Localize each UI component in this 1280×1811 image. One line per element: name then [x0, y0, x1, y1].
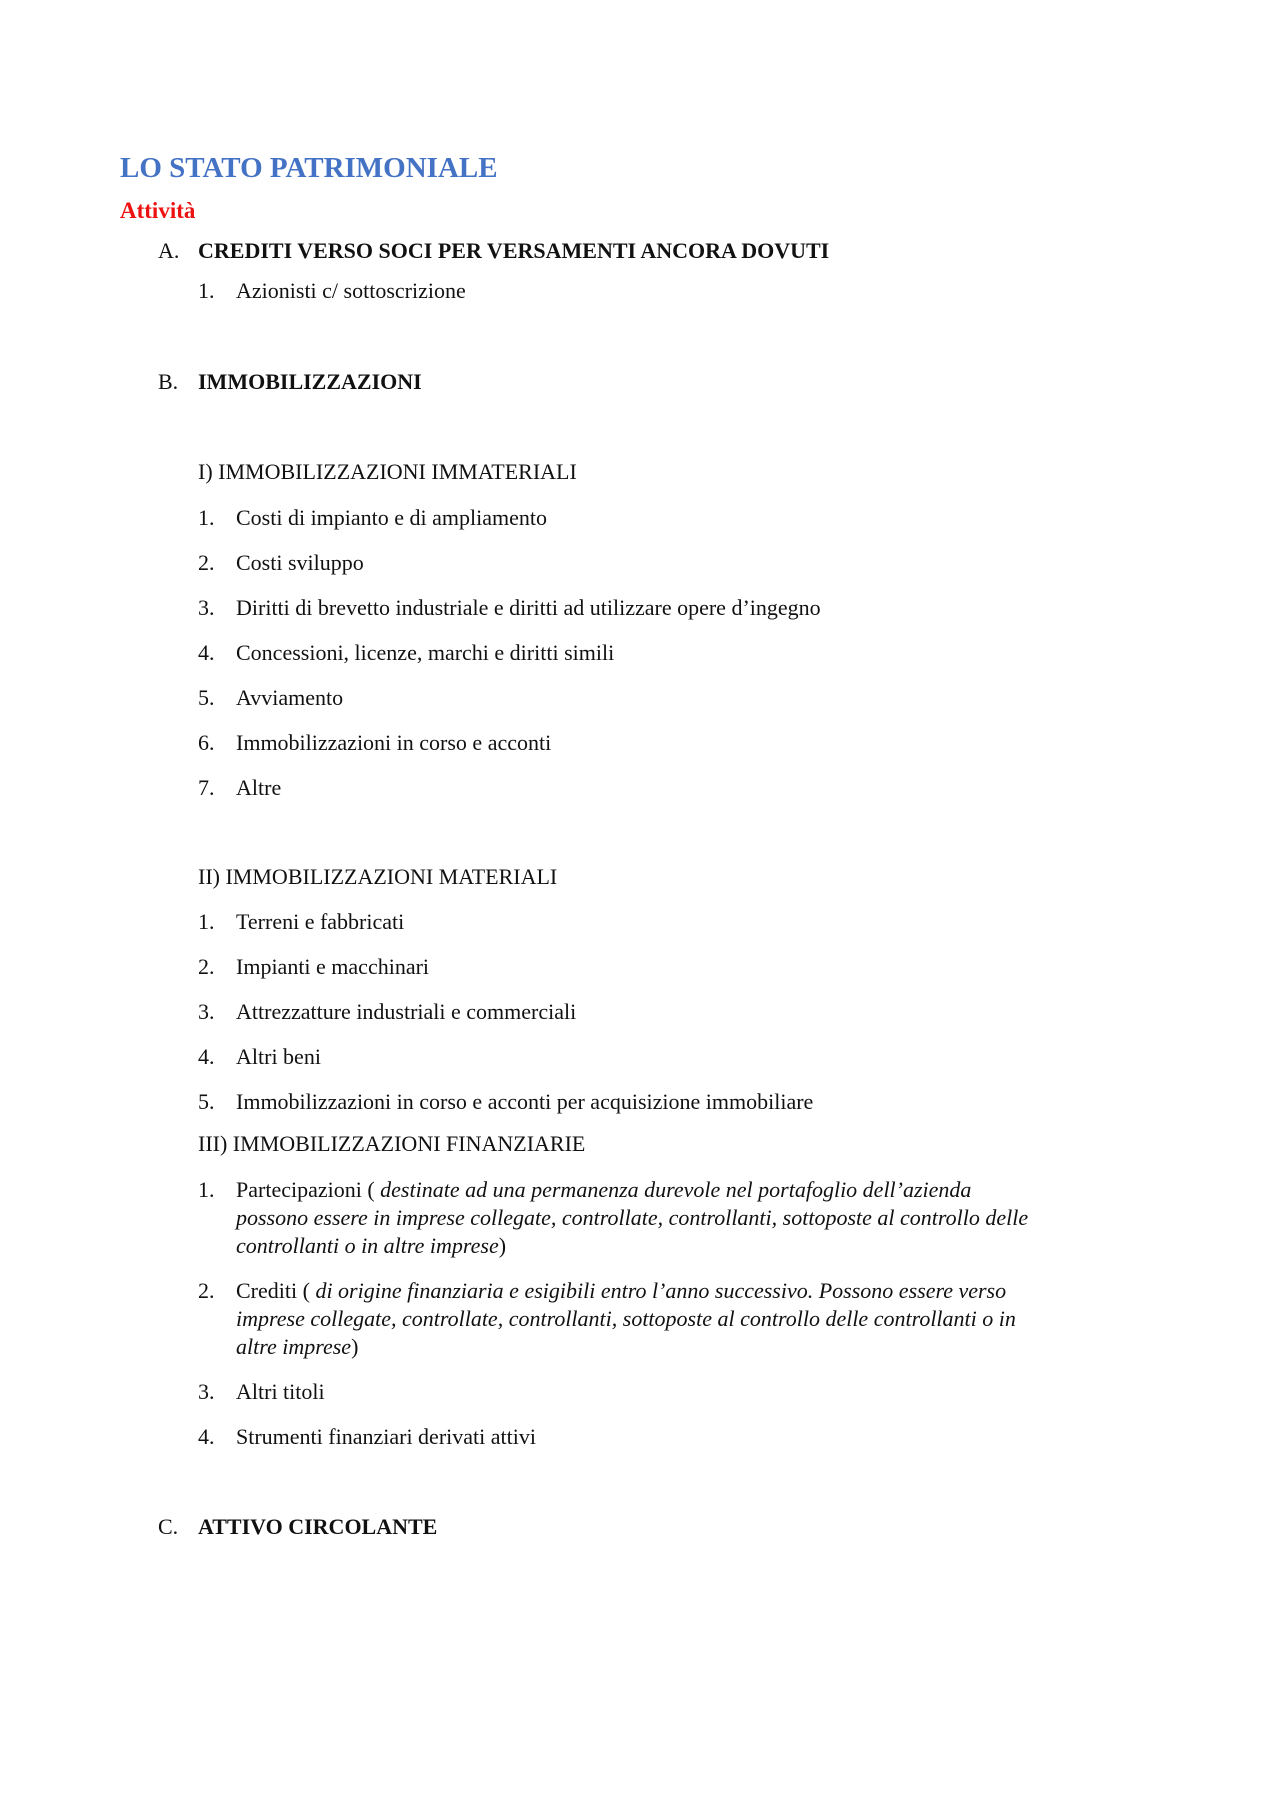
item-number: 2.	[198, 954, 215, 979]
list-item	[198, 684, 1160, 712]
item-number: 3.	[198, 595, 215, 620]
list-item	[198, 549, 1160, 577]
page-title: LO STATO PATRIMONIALE	[120, 152, 498, 184]
item-text: Concessioni, licenze, marchi e diritti simili	[236, 640, 615, 665]
item-number: 1.	[198, 909, 215, 934]
item-text: Partecipazioni (	[236, 1177, 375, 1202]
list-item	[198, 1176, 1040, 1260]
section-a-list	[120, 277, 1160, 305]
list-item	[198, 998, 1160, 1026]
item-number: 6.	[198, 730, 215, 755]
section-a-heading	[120, 236, 1160, 266]
list-item	[198, 504, 1160, 532]
item-number: 1.	[198, 278, 215, 303]
item-note: di origine finanziaria e esigibili entro l’anno successivo. Possono essere verso imprese collegate, controllate, controllanti, sottoposte al controllo delle controllanti o in altre imprese	[236, 1278, 1016, 1359]
item-text: Azionisti c/ sottoscrizione	[236, 278, 466, 303]
item-text: Diritti di brevetto industriale e diritti ad utilizzare opere d’ingegno	[236, 595, 821, 620]
item-text: Altre	[236, 775, 282, 800]
section-c-letter: C.	[158, 1514, 179, 1539]
list-item	[198, 729, 1160, 757]
item-close: )	[498, 1233, 507, 1258]
item-note: destinate ad una permanenza durevole nel portafoglio dell’azienda possono essere in imprese collegate, controllate, controllanti, sottoposte al controllo delle controllanti o in altre imprese	[236, 1177, 1029, 1258]
item-text: Immobilizzazioni in corso e acconti per acquisizione immobiliare	[236, 1089, 814, 1114]
item-number: 7.	[198, 775, 215, 800]
group-materiali-list	[120, 908, 1160, 1116]
item-number: 2.	[198, 550, 215, 575]
item-number: 3.	[198, 1379, 215, 1404]
list-item	[198, 1378, 1040, 1406]
item-text: Immobilizzazioni in corso e acconti	[236, 730, 552, 755]
item-number: 3.	[198, 999, 215, 1024]
item-number: 5.	[198, 1089, 215, 1114]
list-item	[198, 277, 1160, 305]
group-materiali-title: II) IMMOBILIZZAZIONI MATERIALI	[198, 864, 558, 889]
group-finanziarie-title: III) IMMOBILIZZAZIONI FINANZIARIE	[198, 1131, 586, 1156]
list-item	[198, 774, 1160, 802]
item-number: 2.	[198, 1278, 215, 1303]
item-number: 1.	[198, 505, 215, 530]
list-item	[198, 1088, 1160, 1116]
group-immateriali-title: I) IMMOBILIZZAZIONI IMMATERIALI	[198, 459, 577, 484]
item-close: )	[351, 1334, 359, 1359]
item-text: Impianti e macchinari	[236, 954, 430, 979]
section-b-letter: B.	[158, 369, 179, 394]
list-item	[198, 953, 1160, 981]
section-a-letter: A.	[158, 238, 180, 263]
item-text: Strumenti finanziari derivati attivi	[236, 1424, 536, 1449]
item-text: Terreni e fabbricati	[236, 909, 405, 934]
item-number: 4.	[198, 640, 215, 665]
list-item	[198, 639, 1160, 667]
list-item	[198, 1277, 1040, 1361]
page-subtitle: Attività	[120, 198, 196, 223]
list-item	[198, 1423, 1040, 1451]
item-text: Avviamento	[236, 685, 344, 710]
group-immateriali-list	[120, 504, 1160, 802]
item-number: 4.	[198, 1424, 215, 1449]
group-finanziarie-list	[120, 1176, 1160, 1451]
list-item	[198, 1043, 1160, 1071]
list-item	[198, 594, 1160, 622]
item-text: Altri titoli	[236, 1379, 325, 1404]
section-a-label: CREDITI VERSO SOCI PER VERSAMENTI ANCORA DOVUTI	[198, 238, 830, 263]
section-c-heading	[120, 1512, 1160, 1542]
item-text: Attrezzatture industriali e commerciali	[236, 999, 577, 1024]
list-item	[198, 908, 1160, 936]
item-number: 5.	[198, 685, 215, 710]
item-text: Costi di impianto e di ampliamento	[236, 505, 548, 530]
item-text: Crediti (	[236, 1278, 310, 1303]
item-text: Costi sviluppo	[236, 550, 364, 575]
item-text: Altri beni	[236, 1044, 321, 1069]
section-c-label: ATTIVO CIRCOLANTE	[198, 1514, 438, 1539]
item-number: 1.	[198, 1177, 215, 1202]
section-b-label: IMMOBILIZZAZIONI	[198, 369, 422, 394]
item-number: 4.	[198, 1044, 215, 1069]
section-b-heading	[120, 367, 1160, 397]
